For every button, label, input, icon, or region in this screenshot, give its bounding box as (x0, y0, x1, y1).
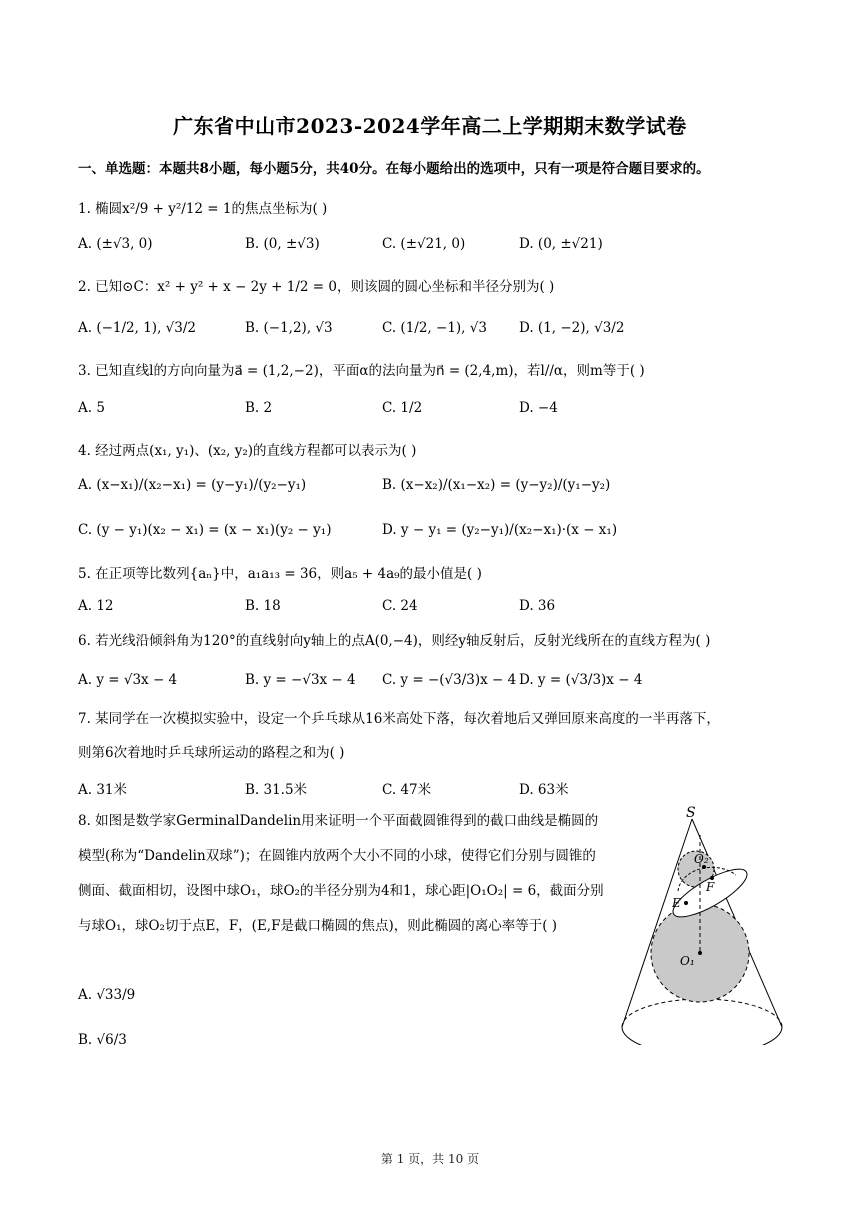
option-c[interactable]: C. 47米 (382, 782, 432, 798)
label-e: E (672, 896, 681, 910)
option-a[interactable]: A. (±√3, 0) (78, 236, 153, 252)
question-4-options-row2 (78, 522, 798, 546)
option-a[interactable]: A. y = √3x − 4 (78, 672, 178, 688)
option-d[interactable]: D. (1, −2), √3/2 (519, 320, 625, 336)
option-c[interactable]: C. (y − y₁)(x₂ − x₁) = (x − x₁)(y₂ − y₁) (78, 522, 332, 538)
option-a[interactable]: A. (−1/2, 1), √3/2 (78, 320, 196, 336)
question-5-options (78, 598, 798, 622)
point-e (684, 901, 688, 905)
option-c[interactable]: C. 1/2 (382, 400, 423, 416)
option-d[interactable]: D. −4 (519, 400, 558, 416)
option-d[interactable]: D. y − y₁ = (y₂−y₁)/(x₂−x₁)·(x − x₁) (382, 522, 618, 538)
option-d[interactable]: D. 36 (519, 598, 556, 614)
option-c[interactable]: C. (1/2, −1), √3 (382, 320, 487, 336)
cone-base-back (622, 999, 782, 1027)
option-a[interactable]: A. √33/9 (78, 987, 136, 1003)
option-b[interactable]: B. (0, ±√3) (245, 236, 320, 252)
question-7-stem-line2: 则第6次着地时乒乓球所运动的路程之和为( ) (78, 745, 345, 761)
label-f: F (706, 880, 715, 894)
option-a[interactable]: A. 5 (78, 400, 105, 416)
option-a[interactable]: A. (x−x₁)/(x₂−x₁) = (y−y₁)/(y₂−y₁) (78, 477, 307, 493)
question-6-stem: 6. 若光线沿倾斜角为120°的直线射向y轴上的点A(0,−4)，则经y轴反射后，反射光线所在的直线方程为( ) (78, 633, 711, 649)
option-d[interactable]: D. (0, ±√21) (519, 236, 603, 252)
question-2-options (78, 320, 798, 344)
question-1-options (78, 236, 798, 260)
option-a[interactable]: A. 12 (78, 598, 114, 614)
option-b[interactable]: B. y = −√3x − 4 (245, 672, 356, 688)
label-s: S (686, 805, 696, 821)
section-heading: 一、单选题：本题共8小题，每小题5分，共40分。在每小题给出的选项中，只有一项是符合题目要求的。 (78, 161, 710, 177)
option-d[interactable]: D. y = (√3/3)x − 4 (519, 672, 643, 688)
page-title: 广东省中山市2023-2024学年高二上学期期末数学试卷 (173, 114, 687, 138)
option-b[interactable]: B. 2 (245, 400, 273, 416)
option-d[interactable]: D. 63米 (519, 782, 569, 798)
question-8-stem: 8. 如图是数学家GerminalDandelin用来证明一个平面截圆锥得到的截口曲线是椭圆的模型(称为“Dandelin双球”)；在圆锥内放两个大小不同的小球，使得它们分别与圆锥的侧面、截面相切，设图中球O₁，球O₂的半径分别为4和1，球心距|O₁O₂| = 6，截面分别与球O₁，球O₂切于点E，F，(E,F是截口椭圆的焦点)，则此椭圆的离心率等于( ) (78, 813, 604, 934)
label-o1: O₁ (680, 954, 695, 968)
option-a[interactable]: A. 31米 (78, 782, 128, 798)
question-7-stem-line1: 7. 某同学在一次模拟实验中，设定一个乒乓球从16米高处下落，每次着地后又弹回原来高度的一半再落下， (78, 711, 720, 727)
question-3-stem: 3. 已知直线l的方向向量为a⃗ = (1,2,−2)，平面α的法向量为n⃗ = (2,4,m)，若l//α，则m等于( ) (78, 363, 645, 379)
question-4-stem: 4. 经过两点(x₁, y₁)、(x₂, y₂)的直线方程都可以表示为( ) (78, 443, 417, 459)
option-b[interactable]: B. 18 (245, 598, 281, 614)
option-b[interactable]: B. (−1,2), √3 (245, 320, 333, 336)
question-1-stem: 1. 椭圆x²/9 + y²/12 = 1的焦点坐标为( ) (78, 201, 328, 217)
option-b[interactable]: B. 31.5米 (245, 782, 308, 798)
question-4-options-row1 (78, 477, 798, 501)
question-5-stem: 5. 在正项等比数列{aₙ}中，a₁a₁₃ = 36，则a₅ + 4a₉的最小值是( ) (78, 566, 482, 582)
option-c[interactable]: C. 24 (382, 598, 418, 614)
center-o1 (698, 951, 702, 955)
option-b[interactable]: B. √6/3 (78, 1032, 127, 1048)
option-c[interactable]: C. (±√21, 0) (382, 236, 466, 252)
question-2-stem: 2. 已知⊙C：x² + y² + x − 2y + 1/2 = 0，则该圆的圆心坐标和半径分别为( ) (78, 279, 555, 295)
question-7-options (78, 778, 798, 802)
label-o2: O₂ (694, 852, 709, 866)
question-6-options (78, 672, 798, 696)
cone-base-front (622, 1027, 782, 1045)
page-footer: 第 1 页，共 10 页 (380, 1152, 480, 1166)
option-b[interactable]: B. (x−x₂)/(x₁−x₂) = (y−y₂)/(y₁−y₂) (382, 477, 611, 493)
option-c[interactable]: C. y = −(√3/3)x − 4 (382, 672, 517, 688)
dandelin-spheres-figure (612, 805, 792, 1045)
question-3-options (78, 400, 798, 424)
